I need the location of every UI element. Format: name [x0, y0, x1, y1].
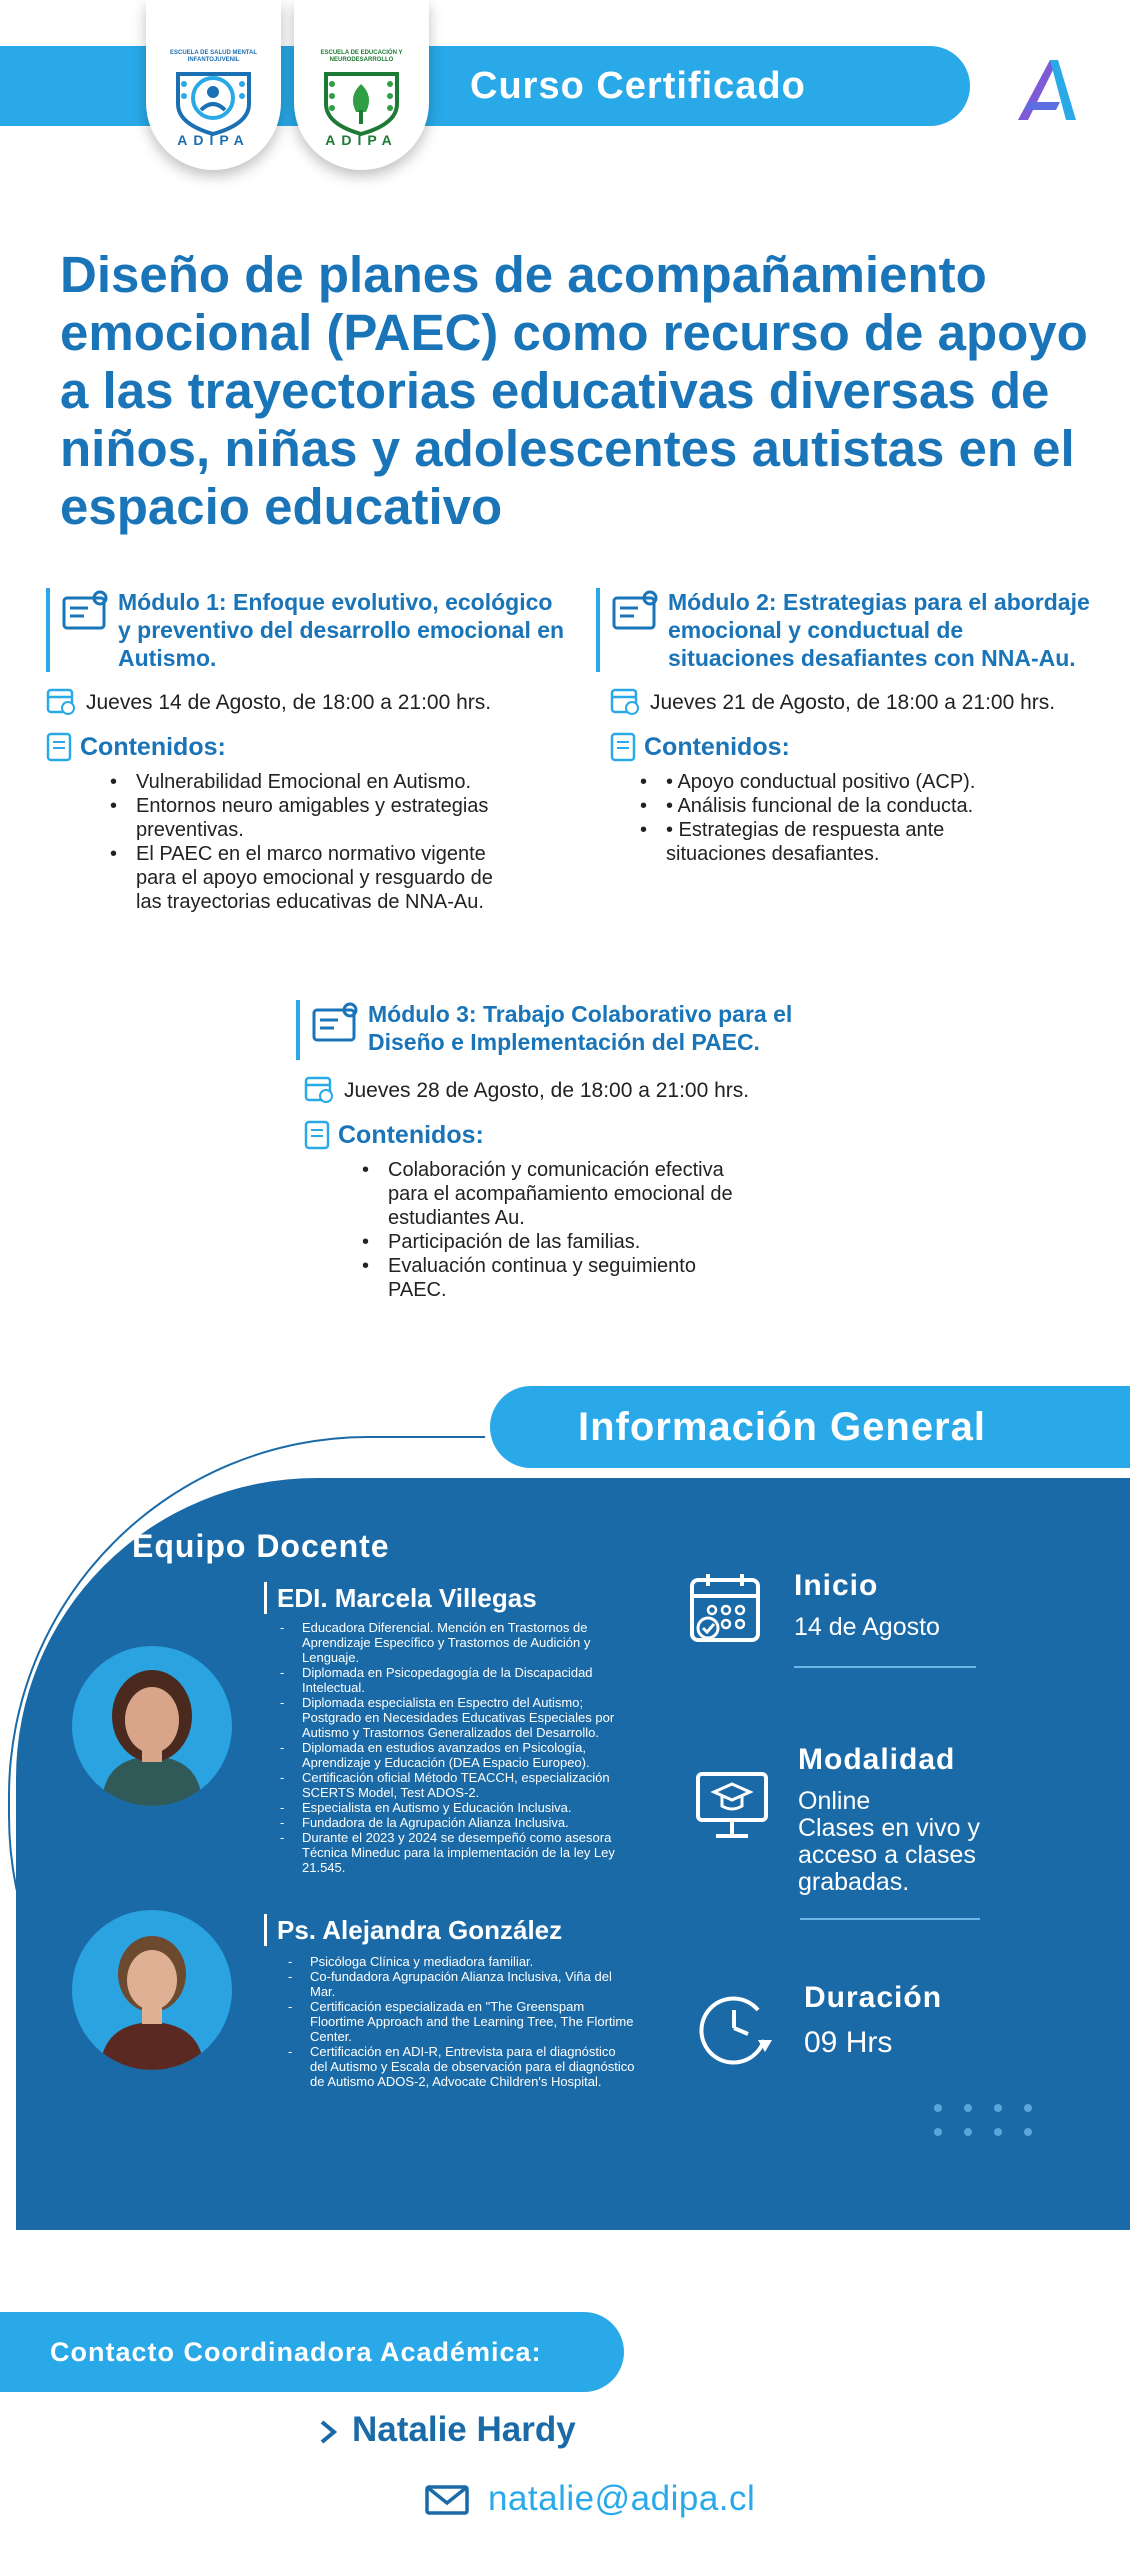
document-icon [46, 732, 74, 762]
duration-label: Duración [804, 1981, 943, 2014]
contents-label-text: Contenidos: [80, 733, 226, 761]
list-item: • • Análisis funcional de la conducta. [666, 794, 1006, 818]
module-date-text: Jueves 21 de Agosto, de 18:00 a 21:00 hrs. [650, 691, 1056, 714]
logo-wordmark: ADIPA [177, 132, 250, 148]
teacher-name: Ps. Alejandra González [264, 1914, 644, 1946]
module-contents-label [46, 732, 566, 762]
list-item: - Diplomada en estudios avanzados en Psicología, Aprendizaje y Educación (DEA Espacio Europeo). [302, 1740, 632, 1770]
calendar-icon [610, 686, 640, 716]
person-photo-icon [72, 1910, 232, 2070]
list-item: - Educadora Diferencial. Mención en Trastornos de Aprendizaje Específico y Trastornos de Audición y Lenguaje. [302, 1620, 632, 1665]
list-item: • Colaboración y comunicación efectiva para el acompañamiento emocional de estudiantes Au. [388, 1158, 758, 1230]
list-item: • Evaluación continua y seguimiento PAEC. [388, 1254, 758, 1302]
teacher-credentials [302, 1620, 632, 1875]
start-label: Inicio [794, 1569, 879, 1602]
list-item: - Durante el 2023 y 2024 se desempeñó como asesora Técnica Mineduc para la implementación de la ley Ley 21.545. [302, 1830, 632, 1875]
module-book-icon [312, 1002, 360, 1044]
list-item: • • Apoyo conductual positivo (ACP). [666, 770, 1006, 794]
start-value: 14 de Agosto [794, 1613, 940, 1641]
info-section-title: Información General [578, 1405, 986, 1449]
document-icon [304, 1120, 332, 1150]
duration-value: 09 Hrs [804, 2026, 893, 2059]
list-item: - Certificación en ADI-R, Entrevista para el diagnóstico del Autismo y Escala de observación para el diagnóstico de Autismo ADOS-2, Advocate Children's Hospital. [310, 2044, 636, 2089]
module-title: Módulo 2: Estrategias para el abordaje emocional y conductual de situaciones desafiantes con NNA-Au. [668, 589, 1090, 671]
module-date [46, 690, 566, 716]
module-contents-list [328, 1158, 758, 1302]
divider [800, 1918, 980, 1920]
module-header [296, 1000, 816, 1060]
team-title: Equipo Docente [132, 1528, 390, 1564]
module-3 [296, 1000, 816, 1302]
mail-icon [424, 2484, 470, 2516]
clock-icon [696, 1990, 780, 2066]
calendar-icon [304, 1074, 334, 1104]
module-header [596, 588, 1096, 672]
module-title: Módulo 3: Trabajo Colaborativo para el Diseño e Implementación del PAEC. [368, 1001, 793, 1055]
module-date-text: Jueves 14 de Agosto, de 18:00 a 21:00 hrs. [86, 691, 492, 714]
module-book-icon [62, 590, 110, 632]
course-type-title: Curso Certificado [470, 65, 806, 107]
list-item: • El PAEC en el marco normativo vigente para el apoyo emocional y resguardo de las trayectorias educativas de NNA-Au. [136, 842, 516, 914]
decorative-dots-icon [930, 2100, 1050, 2146]
list-item: • Entornos neuro amigables y estrategias preventivas. [136, 794, 516, 842]
module-date-text: Jueves 28 de Agosto, de 18:00 a 21:00 hrs. [344, 1079, 750, 1102]
contact-title: Contacto Coordinadora Académica: [50, 2337, 542, 2367]
list-item: - Diplomada especialista en Espectro del Autismo; Postgrado en Necesidades Educativas Especiales por Autismo y Trastornos Generalizados del Desarrollo. [302, 1695, 632, 1740]
calendar-icon [46, 686, 76, 716]
list-item: - Diplomada en Psicopedagogía de la Discapacidad Intelectual. [302, 1665, 632, 1695]
adipa-salud-mental-logo [146, 0, 281, 170]
module-contents-label [304, 1120, 816, 1150]
module-contents-list [76, 770, 516, 914]
adipa-a-logo-icon [1010, 54, 1080, 126]
course-title: Diseño de planes de acompañamiento emocional (PAEC) como recurso de apoyo a las trayectorias educativas diversas de niños, niñas y adolescentes autistas en el espacio educativo [60, 246, 1088, 535]
module-contents-label [610, 732, 1096, 762]
contents-label-text: Contenidos: [644, 733, 790, 761]
module-contents-list [606, 770, 1006, 866]
avatar [72, 1646, 232, 1806]
contact-email-link[interactable]: natalie@adipa.cl [488, 2479, 756, 2518]
list-item: - Especialista en Autismo y Educación Inclusiva. [302, 1800, 632, 1815]
module-header [46, 588, 566, 672]
module-date [304, 1078, 816, 1104]
logo-wordmark: ADIPA [325, 132, 398, 148]
module-2 [596, 588, 1096, 866]
list-item: - Certificación oficial Método TEACCH, especialización SCERTS Model, Test ADOS-2. [302, 1770, 632, 1800]
contents-label-text: Contenidos: [338, 1121, 484, 1149]
contact-name: Natalie Hardy [352, 2410, 576, 2449]
module-title: Módulo 1: Enfoque evolutivo, ecológico y preventivo del desarrollo emocional en Autismo. [118, 589, 565, 671]
adipa-educacion-logo [294, 0, 429, 170]
calendar-icon [688, 1570, 764, 1646]
mode-value: Online Clases en vivo y acceso a clases grabadas. [798, 1787, 981, 1896]
teacher-name: EDI. Marcela Villegas [264, 1582, 644, 1614]
list-item: - Psicóloga Clínica y mediadora familiar. [310, 1954, 636, 1969]
chevron-right-icon [316, 2418, 340, 2446]
list-item: • Participación de las familias. [388, 1230, 758, 1254]
mode-label: Modalidad [798, 1743, 956, 1776]
avatar [72, 1910, 232, 2070]
divider [794, 1666, 976, 1668]
list-item: • • Estrategias de respuesta ante situaciones desafiantes. [666, 818, 1006, 866]
person-photo-icon [72, 1646, 232, 1806]
list-item: - Certificación especializada en "The Greenspam Floortime Approach and the Learning Tree, The Flortime Center. [310, 1999, 636, 2044]
logo-caption: ESCUELA DE EDUCACIÓN Y NEURODESARROLLO [320, 50, 403, 63]
module-1 [46, 588, 566, 914]
list-item: • Vulnerabilidad Emocional en Autismo. [136, 770, 516, 794]
module-book-icon [612, 590, 660, 632]
list-item: - Co-fundadora Agrupación Alianza Inclusiva, Viña del Mar. [310, 1969, 636, 1999]
online-class-icon [692, 1764, 772, 1844]
logo-caption: ESCUELA DE SALUD MENTAL INFANTOJUVENIL [170, 50, 257, 63]
list-item: - Fundadora de la Agrupación Alianza Inclusiva. [302, 1815, 632, 1830]
document-icon [610, 732, 638, 762]
module-date [610, 690, 1096, 716]
teacher-credentials [310, 1954, 636, 2089]
